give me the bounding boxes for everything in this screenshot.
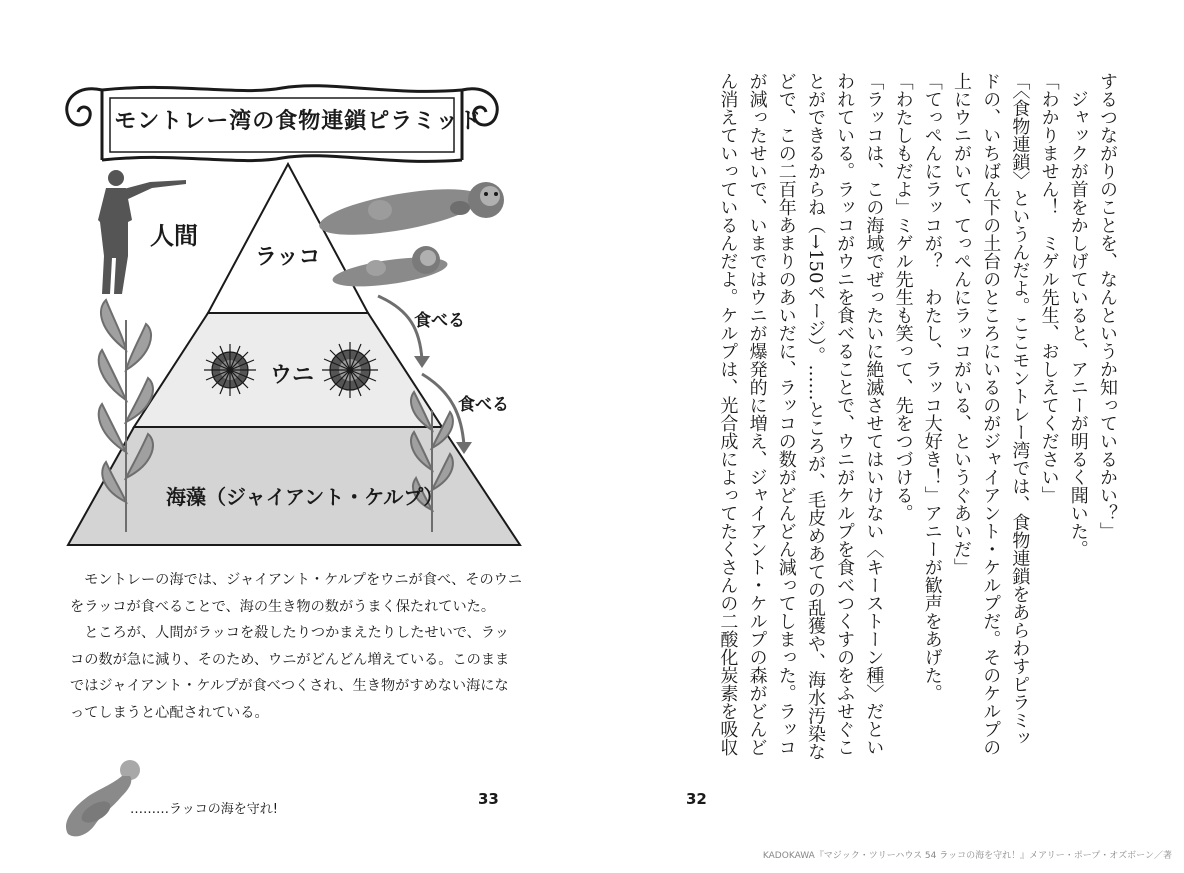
sea-urchin-icon [322, 342, 378, 398]
story-paragraph: ジャックが首をかしげていると、アニーが明るく聞いた。 [1067, 90, 1089, 558]
label-kelp: 海藻（ジャイアント・ケルプ） [166, 485, 444, 509]
sea-otter-icon [316, 180, 504, 244]
explanation-paragraph: モントレーの海では、ジャイアント・ケルプをウニが食べ、そのウニをラッコが食べることで、海の生き物の数がうまく保たれていた。 [70, 572, 523, 615]
footer-caption: ………ラッコの海を守れ! [130, 802, 278, 817]
otter-silhouette-icon [56, 752, 156, 842]
explanation-text [70, 567, 522, 726]
story-paragraph: 「わたしもだよ」ミゲル先生も笑って、先をつづける。 [892, 72, 914, 522]
label-sea-urchin: ウニ [270, 363, 315, 388]
story-paragraph: 「ラッコは、この海域でぜったいに絶滅させてはいけない〈キーストーン種〉だといわれている。ラッコがウニを食べることで、ウニがケルプを食べつくすのをふせぐことができるからね（→150ページ）。……ところが、毛皮めあての乱獲や、海水汚染などで、この二百年あまりのあいだに、ラッコの数がどんどん減ってしまった。ラッコが減ったせいで、いまではウニが爆発的に増え、ジャイアント・ケルプの森がどんどん消えていっているんだよ。ケルプは、光合成によってたくさんの二酸化炭素を吸収 [717, 72, 885, 761]
story-paragraph: 「〈食物連鎖〉というんだよ。ここモントレー湾では、食物連鎖をあらわすピラミッドの、いちばん下の土台のところにいるのがジャイアント・ケルプだ。そのケルプの上にウニがいて、てっぺんにラッコがいる、というぐあいだ」 [950, 72, 1031, 756]
story-paragraph: 「てっぺんにラッコが？ わたし、ラッコ大好き！」アニーが歓声をあげた。 [921, 72, 943, 702]
pyramid-tier-otter [208, 164, 368, 313]
page-number: 32 [686, 790, 707, 808]
diagram-title: モントレー湾の食物連鎖ピラミッド [114, 109, 482, 134]
label-eats-urchin-kelp: 食べる [458, 395, 509, 415]
story-paragraph: 「わかりません！ ミゲル先生、おしえてください」 [1038, 72, 1060, 504]
sea-otter-pup-icon [331, 246, 449, 292]
label-sea-otter: ラッコ [255, 245, 321, 270]
publisher-credit: KADOKAWA『マジック・ツリーハウス 54 ラッコの海を守れ！』メアリー・ポープ・オズボーン／著 [762, 851, 1172, 861]
right-page [592, 0, 1184, 873]
arrow-icon [414, 356, 430, 368]
story-paragraph: するつながりのことを、なんというか知っているかい？」 [1097, 72, 1118, 540]
explanation-paragraph: ところが、人間がラッコを殺したりつかまえたりしたせいで、ラッコの数が急に減り、そのため、ウニがどんどん増えている。このままではジャイアント・ケルプが食べつくされ、生き物がすめない海になってしまうと心配されている。 [70, 625, 510, 721]
label-eats-otter-urchin: 食べる [414, 311, 465, 331]
page-number: 33 [478, 790, 499, 808]
story-text [672, 72, 1122, 762]
label-human: 人間 [150, 222, 198, 250]
